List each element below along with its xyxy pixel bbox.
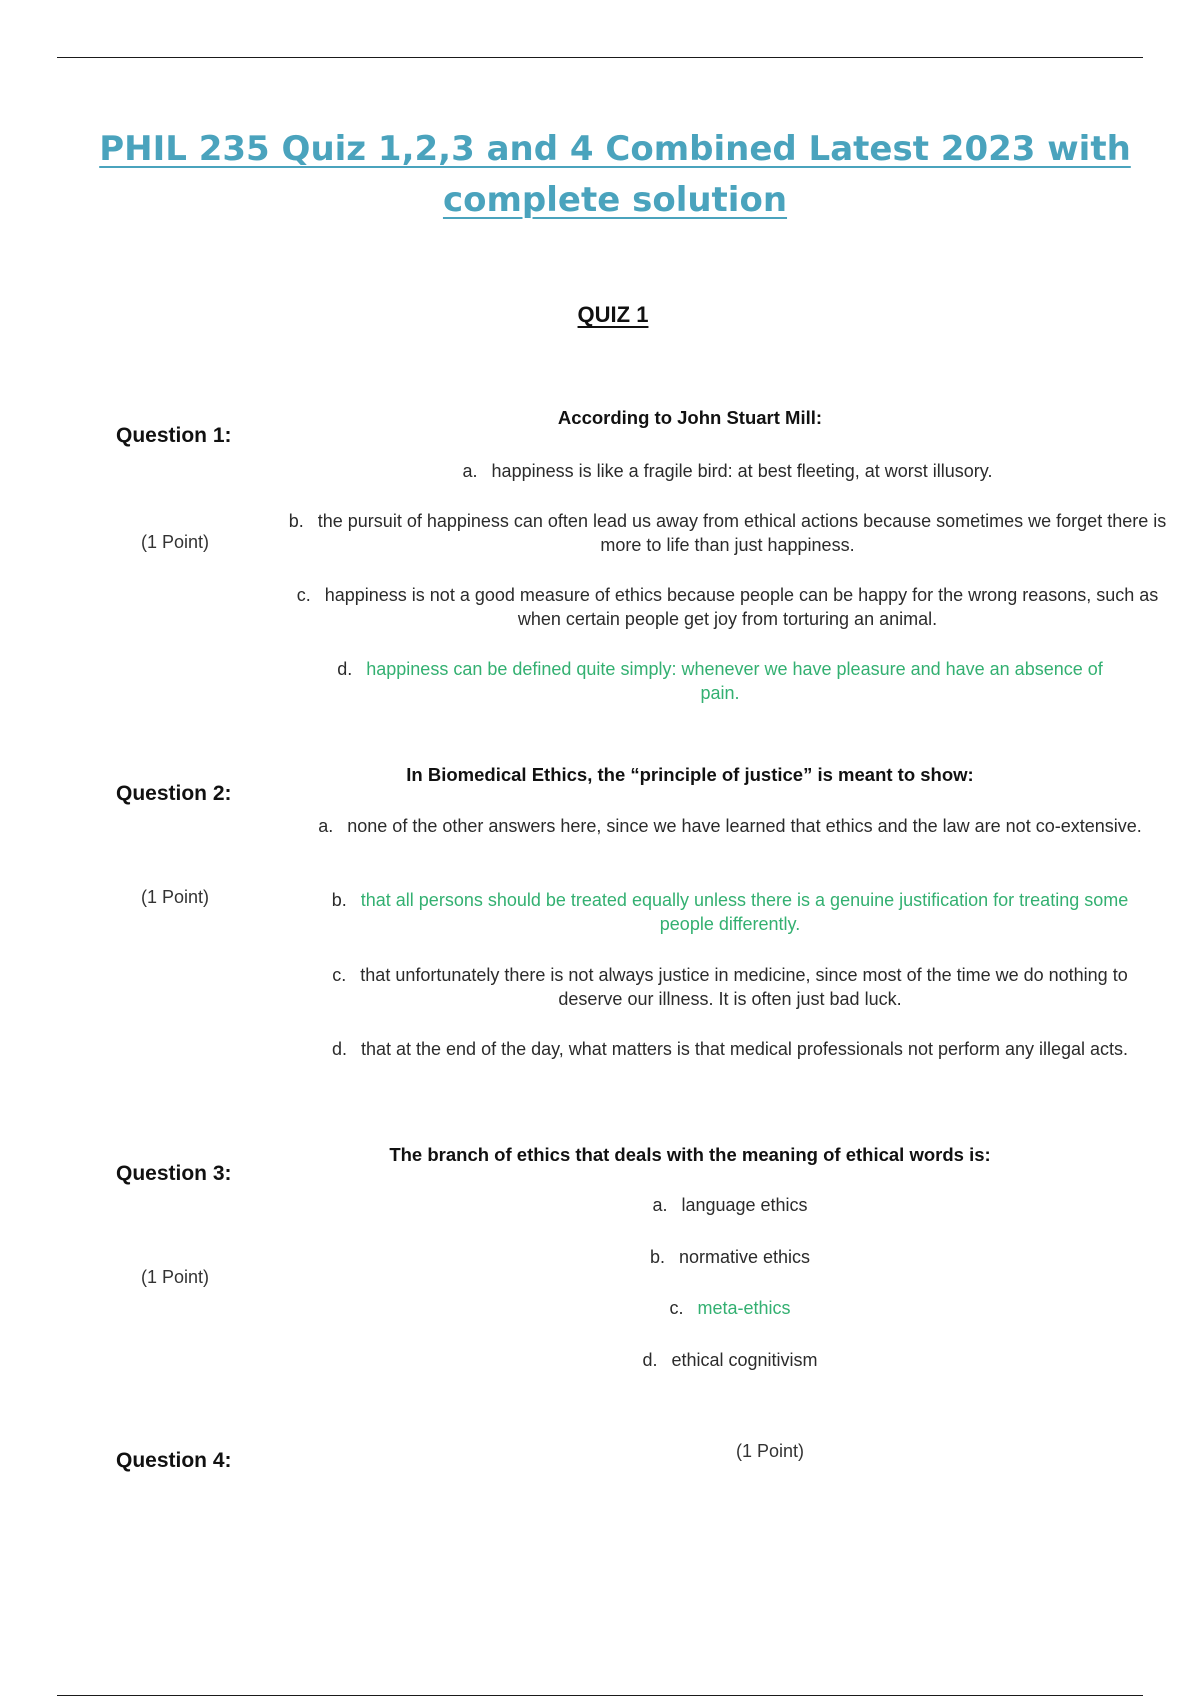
option-text: that unfortunately there is not always justice in medicine, since most of the time we do nothing to deserve our illness. It is often just bad luck. <box>360 965 1128 1009</box>
question-3-option-c-correct <box>440 1296 1020 1320</box>
option-letter: b. <box>288 511 304 531</box>
question-3-label: Question 3: <box>116 1162 232 1185</box>
question-3-option-a <box>440 1193 1020 1217</box>
question-2-option-c <box>300 963 1160 1011</box>
question-2-points: (1 Point) <box>140 887 210 907</box>
option-text: none of the other answers here, since we have learned that ethics and the law are not co-extensive. <box>347 816 1142 836</box>
option-text: the pursuit of happiness can often lead us away from ethical actions because sometimes we forget there is more to life than just happiness. <box>317 511 1167 555</box>
option-text: normative ethics <box>678 1247 811 1267</box>
option-letter: c. <box>669 1298 684 1318</box>
question-2-label: Question 2: <box>116 782 232 805</box>
question-3-prompt: The branch of ethics that deals with the meaning of ethical words is: <box>389 1144 991 1165</box>
top-rule <box>57 57 1143 58</box>
question-2-prompt: In Biomedical Ethics, the “principle of justice” is meant to show: <box>406 764 974 785</box>
question-1-points: (1 Point) <box>140 532 210 552</box>
option-text: that all persons should be treated equally unless there is a genuine justification for treating some people differently. <box>360 890 1129 934</box>
option-letter: d. <box>337 659 353 679</box>
question-1-option-b <box>285 509 1170 557</box>
question-1-option-c <box>285 583 1170 631</box>
option-letter: a. <box>318 816 334 836</box>
option-letter: c. <box>332 965 347 985</box>
question-1-option-d-correct <box>320 657 1120 705</box>
option-text: happiness can be defined quite simply: whenever we have pleasure and have an absence of pain. <box>366 659 1103 703</box>
option-text: language ethics <box>681 1195 808 1215</box>
question-1-prompt: According to John Stuart Mill: <box>557 407 823 428</box>
question-3-option-b <box>440 1245 1020 1269</box>
option-text: happiness is like a fragile bird: at best fleeting, at worst illusory. <box>491 461 993 481</box>
question-4-label: Question 4: <box>116 1449 232 1472</box>
option-text: that at the end of the day, what matters is that medical professionals not perform any illegal acts. <box>360 1039 1129 1059</box>
option-letter: b. <box>331 890 347 910</box>
question-1-label: Question 1: <box>116 424 232 447</box>
question-4-points: (1 Point) <box>735 1441 805 1461</box>
question-1-option-a <box>285 459 1170 483</box>
quiz-heading: QUIZ 1 <box>577 302 649 327</box>
option-letter: c. <box>296 585 311 605</box>
question-2-option-a <box>300 814 1160 838</box>
document-title: PHIL 235 Quiz 1,2,3 and 4 Combined Latest 2023 with complete solution <box>99 129 1131 220</box>
bottom-rule <box>57 1695 1143 1696</box>
option-text: ethical cognitivism <box>671 1350 818 1370</box>
question-2-option-b-correct <box>310 888 1150 936</box>
option-text: meta-ethics <box>697 1298 791 1318</box>
question-3-points: (1 Point) <box>140 1267 210 1287</box>
option-letter: d. <box>642 1350 658 1370</box>
option-text: happiness is not a good measure of ethics because people can be happy for the wrong reasons, such as when certain people get joy from torturing an animal. <box>324 585 1159 629</box>
option-letter: a. <box>462 461 478 481</box>
question-3-option-d <box>440 1348 1020 1372</box>
option-letter: b. <box>649 1247 665 1267</box>
option-letter: d. <box>331 1039 347 1059</box>
question-2-option-d <box>310 1037 1150 1061</box>
option-letter: a. <box>652 1195 668 1215</box>
